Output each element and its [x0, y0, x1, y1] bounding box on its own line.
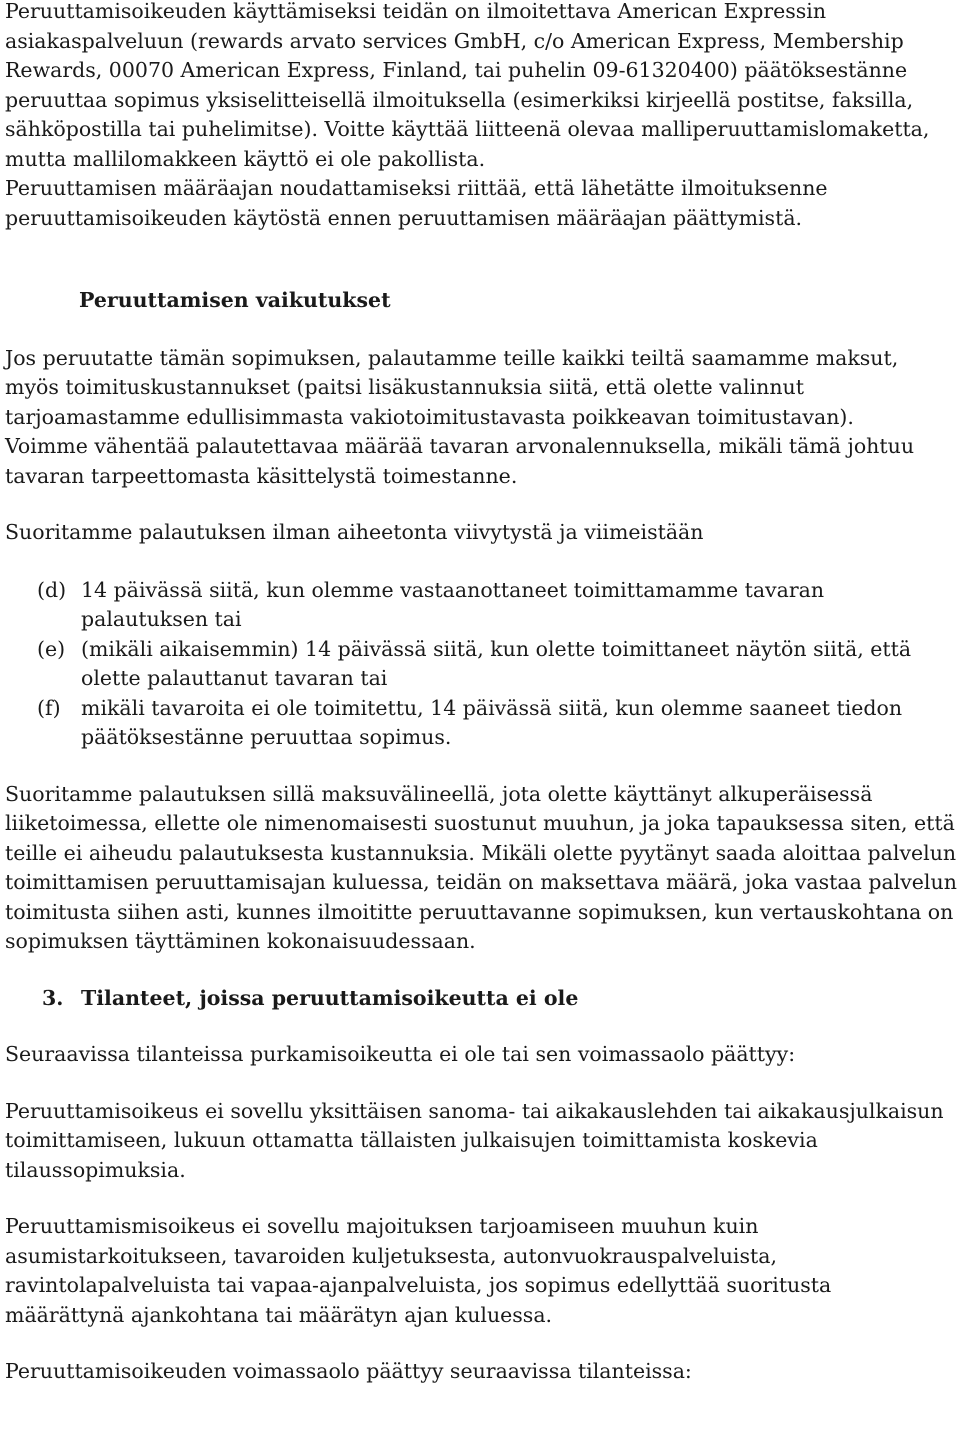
- paragraph-refund-intro: Suoritamme palautuksen ilman aiheetonta viivytystä ja viimeistään: [5, 520, 704, 544]
- paragraph-deadline: Peruuttamisen määräajan noudattamiseksi riittää, että lähetätte ilmoituksenne peruuttamisoikeuden käytöstä ennen peruuttamisen määräajan päättymistä.: [5, 176, 828, 230]
- list-item-text: 14 päivässä siitä, kun olemme vastaanottaneet toimittamamme tavaran palautuksen tai: [81, 577, 825, 631]
- paragraph-refund-all: Jos peruutatte tämän sopimuksen, palautamme teille kaikki teiltä saamamme maksut, myös toimituskustannukset (paitsi lisäkustannuksia siitä, että olette valinnut tarjoamastamme edullisimmasta vakiotoimitustavasta poikkeavan toimitustavan).: [5, 345, 899, 429]
- list-item: [5, 635, 957, 694]
- paragraph-payment-method: Suoritamme palautuksen sillä maksuvälineellä, jota olette käyttänyt alkuperäisessä liiketoimessa, ellette ole nimenomaisesti suostunut muuhun, ja joka tapauksessa siten, että teille ei aiheudu palautuksesta kustannuksia. Mikäli olette pyytänyt saada aloittaa palvelun toimittamisen peruuttamisajan kuluessa, teidän on maksettava määrä, joka vastaa palvelun toimitusta siihen asti, kunnes ilmoititte peruuttavanne sopimuksen, kun vertauskohtana on sopimuksen täyttäminen kokonaisuudessaan.: [5, 781, 957, 953]
- list-marker: (e): [37, 636, 66, 661]
- section-3-heading: [5, 984, 957, 1014]
- refund-deadline-list: [5, 576, 957, 753]
- list-item-text: mikäli tavaroita ei ole toimitettu, 14 päivässä siitä, kun olemme saaneet tiedon päätöksestänne peruuttaa sopimus.: [81, 695, 903, 749]
- paragraph-situations: Seuraavissa tilanteissa purkamisoikeutta ei ole tai sen voimassaolo päättyy:: [5, 1042, 796, 1066]
- section-title: Tilanteet, joissa peruuttamisoikeutta ei ole: [81, 985, 579, 1010]
- section-number: 3.: [42, 985, 64, 1010]
- paragraph-notice: Peruuttamisoikeuden käyttämiseksi teidän on ilmoitettava American Expressin asiakaspalveluun (rewards arvato services GmbH, c/o American Express, Membership Rewards, 00070 American Express, Finland, tai puhelin 09-61320400) päätöksestänne peruuttaa sopimus yksiselitteisellä ilmoituksella (esimerkiksi kirjeellä postitse, faksilla, sähköpostilla tai puhelimitse). Voitte käyttää liitteenä olevaa malliperuuttamislomaketta, mutta mallilomakkeen käyttö ei ole pakollista.: [5, 0, 930, 171]
- heading-effects: Peruuttamisen vaikutukset: [79, 288, 391, 312]
- document-page: [5, 0, 957, 1387]
- paragraph-deduction: Voimme vähentää palautettavaa määrää tavaran arvonalennuksella, mikäli tämä johtuu tavaran tarpeettomasta käsittelystä toimestanne.: [5, 434, 915, 488]
- list-item-text: (mikäli aikaisemmin) 14 päivässä siitä, kun olette toimittaneet näytön siitä, että olette palauttanut tavaran tai: [81, 636, 912, 690]
- paragraph-expiry: Peruuttamisoikeuden voimassaolo päättyy seuraavissa tilanteissa:: [5, 1359, 692, 1383]
- effects-section: [5, 344, 957, 492]
- list-item: [5, 694, 957, 753]
- paragraph-accommodation: Peruuttamismisoikeus ei sovellu majoituksen tarjoamiseen muuhun kuin asumistarkoitukseen, tavaroiden kuljetuksesta, autonvuokrauspalveluista, ravintolapalveluista tai vapaa-ajanpalveluista, jos sopimus edellyttää suoritusta määrättynä ajankohtana tai määrätyn ajan kuluessa.: [5, 1214, 832, 1327]
- list-marker: (f): [37, 695, 61, 720]
- list-marker: (d): [37, 577, 67, 602]
- list-item: [5, 576, 957, 635]
- paragraph-newspapers: Peruuttamisoikeus ei sovellu yksittäisen sanoma- tai aikakauslehden tai aikakausjulkaisun toimittamiseen, lukuun ottamatta tällaisten julkaisujen toimittamista koskevia tilaussopimuksia.: [5, 1098, 944, 1182]
